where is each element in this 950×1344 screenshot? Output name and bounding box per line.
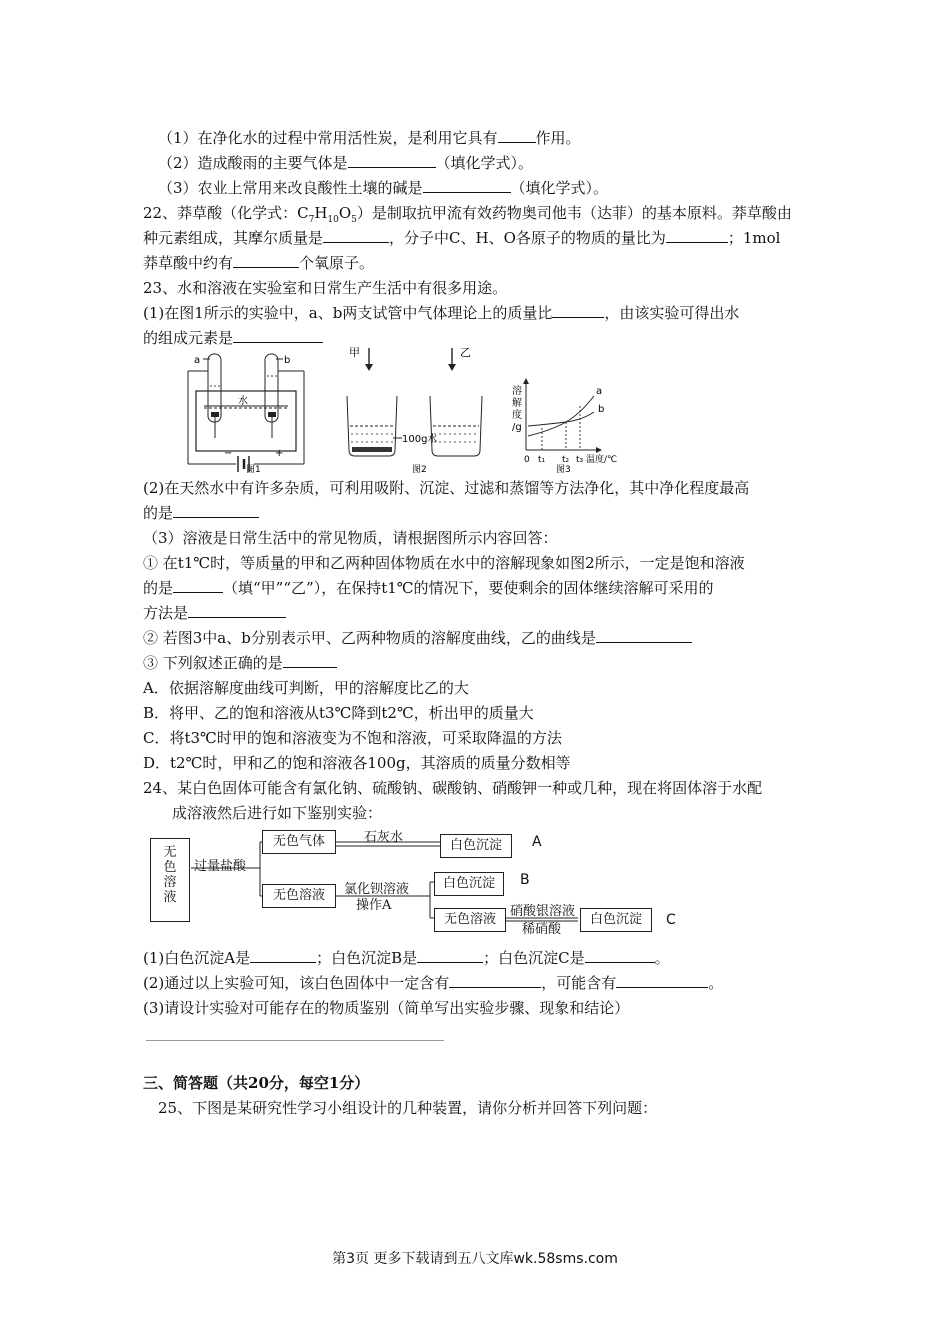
caption-figure1: 图1	[246, 465, 261, 475]
q24-answer2: (2)通过以上实验可知，该白色固体中一定含有 ，可能含有 。	[143, 974, 724, 992]
flow-solution2-box: 无色溶液	[434, 908, 506, 932]
curve-b-label: b	[598, 404, 605, 415]
curve-a-label: a	[596, 386, 603, 397]
q25-line: 25、下图是某研究性学习小组设计的几种装置，请你分析并回答下列问题：	[158, 1099, 658, 1117]
option-a: A．依据溶解度曲线可判断，甲的溶解度比乙的大	[143, 679, 469, 697]
label-minus: −	[224, 448, 233, 459]
q23-part1-cont: 的组成元素是	[143, 328, 323, 348]
option-b: B．将甲、乙的饱和溶液从t3℃降到t2℃，析出甲的质量大	[143, 704, 534, 722]
flow-label-c: C	[666, 912, 676, 928]
answer-line[interactable]	[146, 1040, 444, 1041]
flow-label-hcl: 过量盐酸	[194, 859, 247, 874]
flow-label-bacl2: 氯化钡溶液	[344, 882, 410, 897]
q24-line2: 成溶液然后进行如下鉴别实验：	[172, 804, 383, 822]
ylabel-char: 溶	[512, 386, 522, 397]
q23-sub1-cont2: 方法是	[143, 603, 286, 623]
q24-answer1: (1)白色沉淀A是 ；白色沉淀B是 ；白色沉淀C是 。	[143, 949, 670, 967]
figure-row	[180, 346, 660, 476]
flow-ppt-a-box: 白色沉淀	[440, 834, 512, 858]
q22-line1: 22、莽草酸（化学式：$C_7H_{10}O_5$）是制取抗甲流有效药物奥司他韦（达菲）的基本原料。莽草酸由	[143, 204, 792, 225]
q23-part3: （3）溶液是日常生活中的常见物质，请根据图所示内容回答：	[143, 529, 558, 547]
tick-label: 温度/℃	[586, 455, 618, 465]
curve-b	[528, 412, 594, 426]
answer-blank[interactable]	[585, 948, 655, 963]
q21-part2: （2）造成酸雨的主要气体是 （填化学式）。	[158, 154, 534, 172]
answer-blank[interactable]	[423, 178, 511, 193]
q22-line3: 莽草酸中约有 个氧原子。	[143, 254, 375, 272]
answer-blank[interactable]	[498, 128, 536, 143]
q22-line2: 种元素组成，其摩尔质量是 ，分子中C、H、O各原子的物质的量比为 ；1mol	[143, 229, 781, 247]
q24-answer3: (3)请设计实验对可能存在的物质鉴别（简单写出实验步骤、现象和结论）	[143, 999, 630, 1017]
answer-blank[interactable]	[250, 948, 316, 963]
caption-figure2: 图2	[412, 465, 427, 475]
flow-label-b: B	[520, 872, 530, 888]
answer-blank[interactable]	[552, 303, 604, 318]
ylabel-char: 度	[512, 410, 522, 421]
answer-blank[interactable]	[283, 653, 337, 668]
q23-part2: (2)在天然水中有许多杂质，可利用吸附、沉淀、过滤和蒸馏等方法净化，其中净化程度最高	[143, 479, 750, 497]
label-water: 水	[238, 396, 248, 407]
flow-label-operation-a: 操作A	[356, 898, 392, 913]
answer-blank[interactable]	[616, 973, 708, 988]
q23-title: 23、水和溶液在实验室和日常生产生活中有很多用途。	[143, 279, 508, 297]
q23-sub1-cont: 的是 （填“甲”“乙”），在保持t1℃的情况下，要使剩余的固体继续溶解可采用的	[143, 579, 714, 597]
q23-sub1: ① 在t1℃时，等质量的甲和乙两种固体物质在水中的溶解现象如图2所示，一定是饱和溶液	[143, 554, 745, 572]
answer-blank[interactable]	[173, 503, 259, 518]
flow-label-a: A	[532, 834, 542, 850]
answer-blank[interactable]	[173, 578, 223, 593]
answer-blank[interactable]	[348, 153, 436, 168]
label-yi: 乙	[460, 346, 471, 359]
flow-gas-box: 无色气体	[262, 830, 336, 854]
tick-label: t₂	[562, 455, 570, 465]
label-b: b	[284, 355, 291, 366]
flow-start-box: 无色溶液	[150, 838, 190, 922]
curve-a	[528, 396, 594, 436]
answer-blank[interactable]	[666, 228, 728, 243]
q24-line1: 24、某白色固体可能含有氯化钠、硫酸钠、碳酸钠、硝酸钾一种或几种，现在将固体溶于水配	[143, 779, 763, 797]
q23-part1: (1)在图1所示的实验中，a、b两支试管中气体理论上的质量比 ，由该实验可得出水	[143, 304, 740, 322]
option-c: C．将t3℃时甲的饱和溶液变为不饱和溶液，可采取降温的方法	[143, 729, 562, 747]
section3-heading: 三、简答题（共20分，每空1分）	[143, 1074, 370, 1092]
label-100g-water: 100g水	[402, 434, 438, 445]
flow-ppt-c-box: 白色沉淀	[580, 908, 652, 932]
q21-part1: （1）在净化水的过程中常用活性炭，是利用它具有 作用。	[158, 129, 581, 147]
answer-blank[interactable]	[417, 948, 483, 963]
flow-ppt-b-box: 白色沉淀	[434, 872, 504, 896]
tick-label: 0	[524, 455, 530, 465]
figure2-beakers	[347, 346, 482, 475]
flow-label-limewater: 石灰水	[364, 830, 404, 845]
label-plus: +	[275, 448, 284, 459]
ylabel-char: /g	[512, 422, 522, 433]
answer-blank[interactable]	[323, 228, 389, 243]
answer-blank[interactable]	[596, 628, 692, 643]
answer-blank[interactable]	[188, 603, 286, 618]
tick-label: t₁	[538, 455, 546, 465]
tick-label: t₃	[576, 455, 584, 465]
flow-solution-box: 无色溶液	[262, 884, 336, 908]
ylabel-char: 解	[512, 398, 522, 409]
q21-part3: （3）农业上常用来改良酸性土壤的碱是 （填化学式）。	[158, 179, 609, 197]
flow-label-hno3: 稀硝酸	[522, 922, 562, 937]
figure3-solubility-chart	[512, 378, 617, 475]
q23-part2-cont: 的是	[143, 503, 259, 523]
answer-blank[interactable]	[449, 973, 541, 988]
flowchart	[150, 826, 676, 937]
answer-blank[interactable]	[233, 328, 323, 343]
label-a: a	[194, 355, 201, 366]
answer-blank[interactable]	[233, 253, 299, 268]
label-jia: 甲	[349, 346, 360, 359]
flow-label-agno3: 硝酸银溶液	[510, 904, 576, 919]
q23-sub2: ② 若图3中a、b分别表示甲、乙两种物质的溶解度曲线，乙的曲线是	[143, 628, 692, 648]
caption-figure3: 图3	[556, 465, 571, 475]
page-footer: 第3页 更多下载请到五八文库wk.58sms.com	[332, 1251, 618, 1267]
q23-sub3: ③ 下列叙述正确的是	[143, 653, 337, 673]
option-d: D．t2℃时，甲和乙的饱和溶液各100g，其溶质的质量分数相等	[143, 754, 571, 772]
figure1-electrolysis-apparatus	[188, 354, 304, 475]
